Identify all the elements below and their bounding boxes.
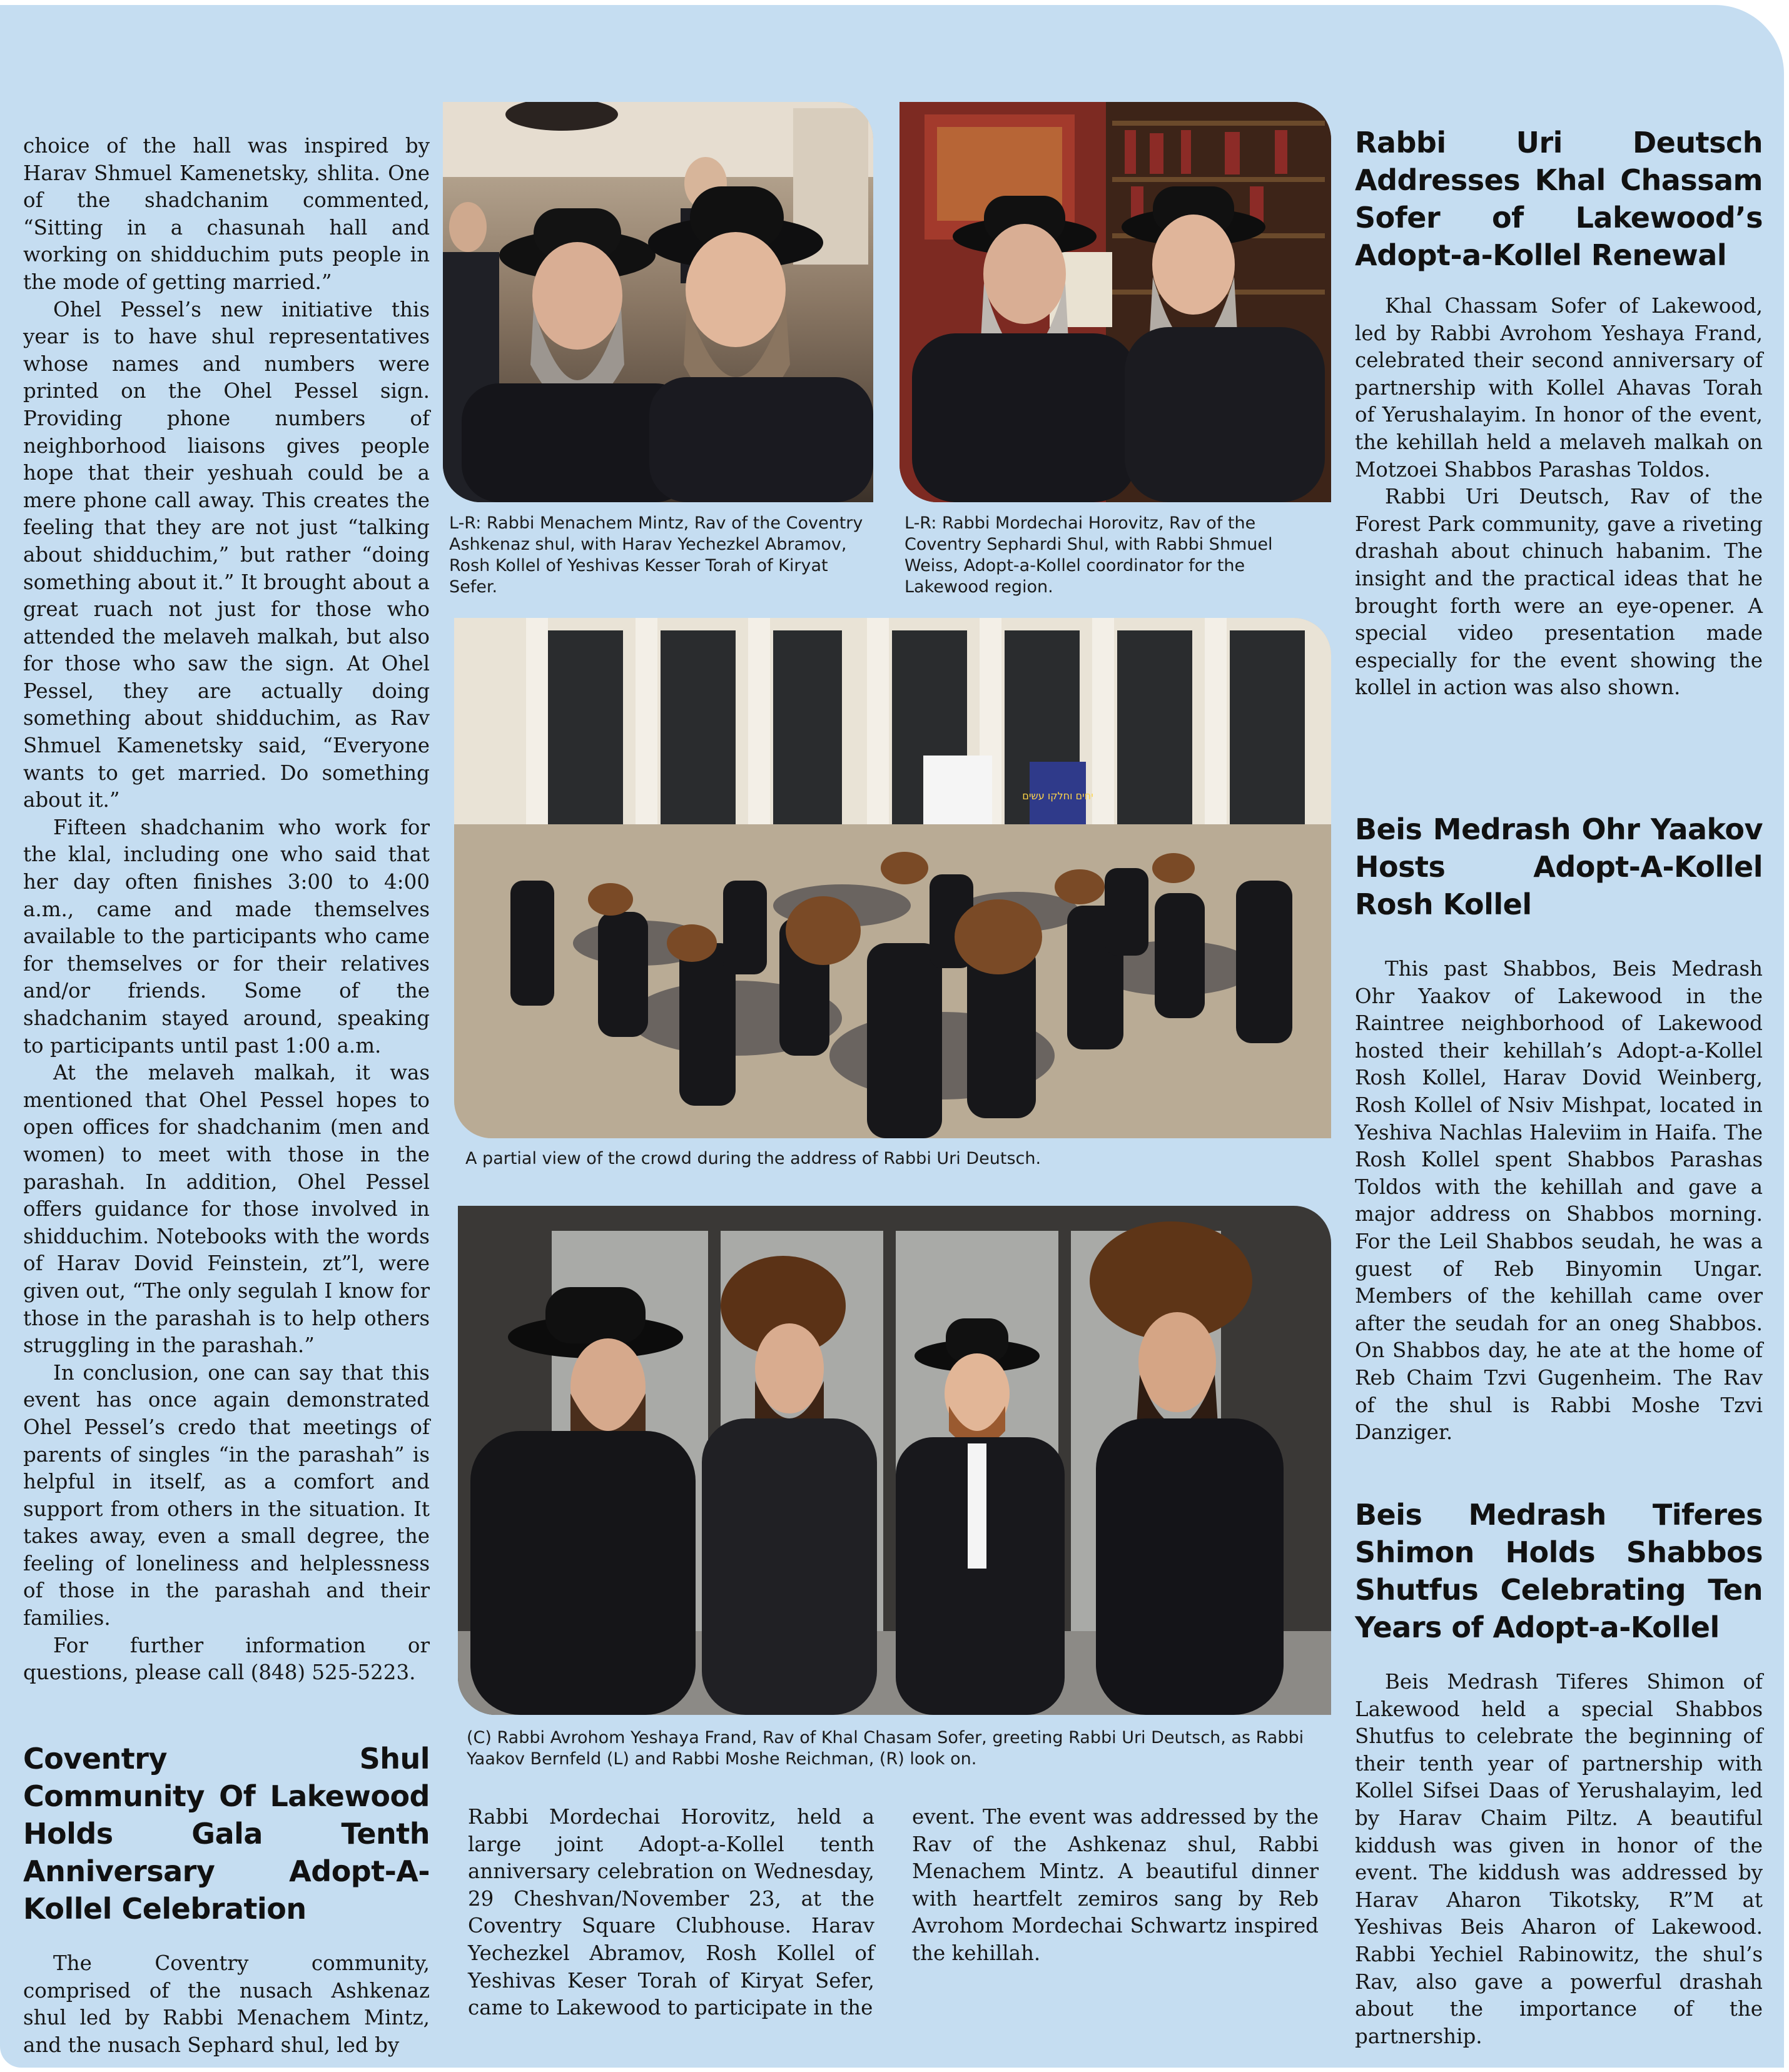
paragraph: Fifteen shadchanim who work for the klal, including one who said that her day often finishes 3:00 to 4:00 a.m., came and made themselves available to the participants who came for themselves or for their relatives and/or friends. Some of the shadchanim stayed around, speaking to participants until past 1:00 a.m.	[23, 815, 430, 1058]
paragraph: Ohel Pessel’s new initiative this year is to have shul representatives whose names and numbers were printed on the Ohel Pessel sign. Providing phone numbers of neighborhood liaisons gives people hope that their yeshuah could be a mere phone call away. This creates the feeling that they are not just “talking about shidduchim,” but rather “doing something about it.” It brought about a great ruach not just for those who attended the melaveh malkah, but also for those who saw the sign. At Ohel Pessel, they are actually doing something about shidduchim, as Rav Shmuel Kamenetsky said, “Everyone wants to get married. Do something about it.”	[23, 297, 430, 812]
paragraph: Khal Chassam Sofer of Lakewood, led by Rabbi Avrohom Yeshaya Frand, celebrated their second anniversary of partnership with Kollel Ahavas Torah of Yerushalayim. In honor of the event, the kehillah held a melaveh malkah on Motzoei Shabbos Parashas Toldos.	[1355, 294, 1763, 482]
paragraph: Rabbi Mordechai Horovitz, held a large joint Adopt-a-Kollel tenth anniversary celebration on Wednesday, 29 Cheshvan/November 23, at the Coventry Square Clubhouse. Harav Yechezkel Abramov, Rosh Kollel of Yeshivas Keser Torah of Kiryat Sefer, came to Lakewood to participate in the	[468, 1805, 874, 2020]
photo-4-caption: (C) Rabbi Avrohom Yeshaya Frand, Rav of Khal Chasam Sofer, greeting Rabbi Uri Deutsch, as Rabbi Yaakov Bernfeld (L) and Rabbi Moshe Reichman, (R) look on.	[467, 1728, 1304, 1769]
photo-frand-deutsch	[458, 1206, 1331, 1715]
ohr-yaakov-article	[1355, 811, 1763, 1447]
deutsch-article	[1355, 124, 1763, 702]
photo-3-caption: A partial view of the crowd during the address of Rabbi Uri Deutsch.	[465, 1149, 1041, 1168]
paragraph: For further information or questions, please call (848) 525-5223.	[23, 1633, 430, 1685]
paragraph: This past Shabbos, Beis Medrash Ohr Yaakov of Lakewood in the Raintree neighborhood of Lakewood hosted their kehillah’s Adopt-a-Kollel Rosh Kollel, Harav Dovid Weinberg, Rosh Kollel of Nsiv Mishpat, located in Yeshiva Nachlas Haleviim in Haifa. The Rosh Kollel spent Shabbos Parashas Toldos with the kehillah and gave a major address on Shabbos morning. For the Leil Shabbos seudah, he was a guest of Reb Binyomin Ungar. Members of the kehillah came over after the seudah for an oneg Shabbos. On Shabbos day, he ate at the home of Reb Chaim Tzvi Gugenheim. The Rav of the shul is Rabbi Moshe Tzvi Danziger.	[1355, 957, 1763, 1445]
paragraph: Rabbi Uri Deutsch, Rav of the Forest Park community, gave a riveting drashah about chinuch habanim. The insight and the practical ideas that he brought forth were an eye-opener. A special video presentation made especially for the event showing the kollel in action was also shown.	[1355, 485, 1763, 700]
photo-2-caption: L-R: Rabbi Mordechai Horovitz, Rav of the Coventry Sephardi Shul, with Rabbi Shmuel Weiss, Adopt-a-Kollel coordinator for the Lakewood region.	[905, 513, 1273, 597]
coventry-headline: Coventry Shul Community Of Lakewood Holds Gala Tenth Anniversary Adopt-A-Kollel Celebration	[23, 1742, 430, 1926]
tiferes-shimon-article	[1355, 1496, 1763, 2050]
coventry-article-cont-2	[912, 1804, 1319, 1968]
paragraph: In conclusion, one can say that this event has once again demonstrated Ohel Pessel’s credo that meetings of parents of singles “in the parashah” is helpful in itself, as a comfort and support from others in the situation. It takes away, even a small degree, the feeling of loneliness and helplessness of those in the parashah and their families.	[23, 1360, 430, 1630]
tiferes-shimon-headline: Beis Medrash Tiferes Shimon Holds Shabbos Shutfus Celebrating Ten Years of Adopt-a-Kollel	[1355, 1498, 1763, 1644]
paragraph: The Coventry community, comprised of the nusach Ashkenaz shul led by Rabbi Menachem Mintz, and the nusach Sephard shul, led by	[23, 1951, 430, 2057]
paragraph: event. The event was addressed by the Rav of the Ashkenaz shul, Rabbi Menachem Mintz. A beautiful dinner with heartfelt zemiros sang by Reb Avrohom Mordechai Schwartz inspired the kehillah.	[912, 1805, 1319, 1965]
photo-1-caption: L-R: Rabbi Menachem Mintz, Rav of the Coventry Ashkenaz shul, with Harav Yechezkel Abramov, Rosh Kollel of Yeshivas Kesser Torah of Kiryat Sefer.	[449, 513, 863, 597]
article-column-1	[23, 133, 430, 1687]
banner-text: יחים וחלקו עשים	[1022, 790, 1093, 802]
paragraph: At the melaveh malkah, it was mentioned that Ohel Pessel hopes to open offices for shadchanim (men and women) to meet with those in the parashah. In addition, Ohel Pessel offers guidance for those involved in shidduchim. Notebooks with the words of Harav Dovid Feinstein, zt”l, were given out, “The only segulah I know for those in the parashah is to help others struggling in the parashah.”	[23, 1061, 430, 1358]
coventry-article-cont-1	[468, 1804, 874, 2022]
photo-horovitz-weiss	[900, 102, 1331, 502]
deutsch-headline: Rabbi Uri Deutsch Addresses Khal Chassam Sofer of Lakewood’s Adopt-a-Kollel Renewal	[1355, 126, 1763, 272]
photo-crowd	[454, 618, 1331, 1138]
coventry-article	[23, 1740, 430, 2059]
ohr-yaakov-headline: Beis Medrash Ohr Yaakov Hosts Adopt-A-Kollel Rosh Kollel	[1355, 812, 1763, 921]
photo-mintz-abramov	[443, 102, 873, 502]
paragraph: Beis Medrash Tiferes Shimon of Lakewood held a special Shabbos Shutfus to celebrate the beginning of their tenth year of partnership with Kollel Sifsei Daas of Yerushalayim, led by Harav Chaim Piltz. A beautiful kiddush was given in honor of the event. The kiddush was addressed by Harav Aharon Tikotsky, R”M at Yeshivas Beis Aharon of Lakewood. Rabbi Yechiel Rabinowitz, the shul’s Rav, also gave a powerful drashah about the importance of the partnership.	[1355, 1670, 1763, 2048]
paragraph: choice of the hall was inspired by Harav Shmuel Kamenetsky, shlita. One of the shadchanim commented, “Sitting in a chasunah hall and working on shidduchim puts people in the mode of getting married.”	[23, 134, 430, 294]
